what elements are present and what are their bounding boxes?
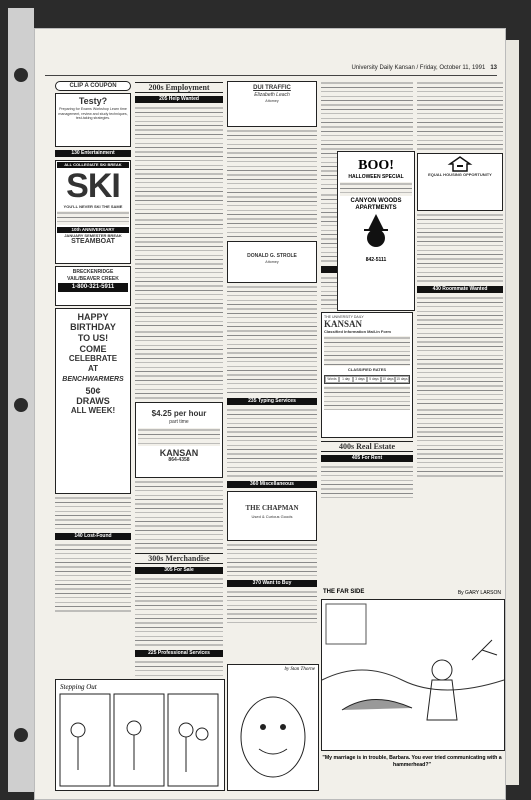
merchandise-header: 300s Merchandise [135, 553, 223, 564]
newspaper-page [34, 28, 506, 800]
binder-hole [14, 728, 28, 742]
dui-sub: Attorney [265, 99, 279, 103]
form-text [324, 386, 410, 410]
classified-text [55, 496, 131, 530]
boo-title: BOO! [358, 158, 394, 173]
bday-line: CELEBRATE [68, 354, 118, 364]
classified-text [321, 465, 413, 499]
classified-text [417, 408, 503, 478]
page-number: 13 [490, 65, 497, 71]
lost-found-header: 140 Lost-Found [55, 533, 131, 540]
header-text: University Daily Kansan / Friday, October 11, 1991 [351, 65, 486, 71]
ski-ad [55, 160, 131, 264]
witch-icon [356, 212, 396, 252]
dui-title: DUI TRAFFIC [253, 85, 291, 91]
classified-text [417, 81, 503, 151]
rates-header-cell: 3 days [353, 376, 367, 383]
classified-text [227, 408, 317, 478]
comic-title: Stepping Out [60, 683, 97, 691]
classified-text [417, 213, 503, 283]
binder-strip [8, 8, 34, 792]
opportunity-ad [135, 402, 223, 478]
bday-line: TO US! [77, 333, 109, 344]
bday-line: DRAWS [76, 396, 110, 407]
housing-ad [417, 153, 503, 211]
strole-ad [227, 241, 317, 283]
steamboat: STEAMBOAT [71, 238, 115, 246]
ski-text [57, 211, 129, 225]
dui-lawyer: Elizabeth Leach [254, 92, 290, 98]
ski-body: YOU'LL NEVER SKI THE SAME [63, 204, 123, 210]
opp-sub: part time [169, 419, 189, 425]
bday-line: COME [79, 344, 107, 355]
housing-title: EQUAL HOUSING OPPORTUNITY [428, 172, 492, 178]
classified-text [227, 543, 317, 577]
kansan-name: KANSAN [159, 448, 199, 458]
classified-text [135, 218, 223, 328]
classified-text [227, 285, 317, 395]
clip-coupon-box: CLIP A COUPON [55, 81, 131, 91]
classified-text [227, 590, 317, 624]
testy-title: Testy? [78, 96, 108, 107]
want-to-buy-header: 370 Want to Buy [227, 580, 317, 587]
page-header [45, 65, 497, 76]
far-side-comic [321, 589, 503, 789]
help-wanted-header: 205 Help Wanted [135, 96, 223, 103]
entertainment-header: 130 Entertainment [55, 150, 131, 157]
opp-price: $4.25 per hour [151, 409, 207, 418]
opp-text [138, 428, 220, 446]
kansan-univ: THE UNIVERSITY DAILY [324, 315, 364, 319]
form-text [324, 336, 410, 366]
classified-text [417, 296, 503, 406]
column-3 [227, 79, 317, 639]
misc-header: 360 Miscellaneous [227, 481, 317, 488]
binder-hole [14, 398, 28, 412]
stepping-out-comic [55, 679, 225, 791]
chapman-name: THE CHAPMAN [245, 504, 299, 512]
rates-header-cell: 1 day [339, 376, 353, 383]
ski-phone: 1-800-321-5911 [58, 283, 128, 292]
resort-ad [55, 266, 131, 306]
anniversary: 10th ANNIVERSARY [57, 227, 129, 233]
thorne-comic [227, 664, 319, 791]
typing-header: 235 Typing Services [227, 398, 317, 405]
mail-in-form [321, 312, 413, 438]
rates-header-cell: 10 days [382, 376, 394, 381]
bday-line: 50¢ [85, 386, 101, 397]
bday-line: HAPPY [77, 312, 109, 323]
chapman-sub: Used & Curious Goods [251, 514, 293, 519]
far-side-caption: "My marriage is in trouble, Barbara. You ever tried communicating with a hammerhead?" [322, 755, 502, 768]
donald-sub: Attorney [265, 260, 279, 264]
rates-header-cell: 5 days [367, 376, 381, 383]
dui-ad [227, 81, 317, 127]
for-sale-header: 305 For Sale [135, 567, 223, 574]
real-estate-header: 400s Real Estate [321, 441, 413, 452]
canyon-phone: 842-5111 [365, 257, 387, 263]
testy-body: Preparing for Exams Workshop Learn time management, review and study techniques, test-taking strategies. [58, 107, 128, 121]
far-side-drawing [321, 599, 505, 751]
comic-byline: by Stan Thorne [284, 667, 315, 672]
rates-title: CLASSIFIED RATES [347, 367, 387, 373]
kansan-phone: 864-4358 [168, 457, 190, 463]
canyon-text [340, 182, 412, 196]
classified-text [135, 106, 223, 216]
employment-header: 200s Employment [135, 82, 223, 93]
classified-text [135, 480, 223, 550]
canyon-woods-ad [337, 151, 415, 311]
classified-text [55, 543, 131, 613]
column-5 [417, 79, 503, 639]
benchwarmers-ad [55, 308, 131, 494]
classified-text [135, 330, 223, 400]
halloween-special: HALLOWEEN SPECIAL [348, 174, 404, 180]
rates-header-cell: Words [325, 376, 339, 383]
breckenridge: BRECKENRIDGE [72, 269, 114, 276]
house-icon [449, 156, 471, 172]
roommate-header: 430 Roommate Wanted [417, 286, 503, 293]
far-side-author: By GARY LARSON [457, 590, 501, 596]
comic-drawing [56, 690, 222, 790]
for-rent-header: 405 For Rent [321, 455, 413, 462]
prof-services-header: 225 Professional Services [135, 650, 223, 657]
rates-table [324, 375, 410, 384]
kansan-title: KANSAN [324, 319, 363, 330]
bday-line: AT [87, 364, 99, 374]
rates-header-cell: 15 days [396, 376, 408, 381]
form-title: Classified Information Mail-in Form [324, 329, 391, 335]
ski-top: ALL COLLEGIATE SKI BREAK [57, 162, 129, 168]
january-break: JANUARY SEMESTER BREAK [64, 233, 122, 239]
binder-hole [14, 68, 28, 82]
column-2 [135, 79, 223, 656]
testy-ad [55, 93, 131, 147]
ski-word: SKI [66, 167, 120, 206]
classified-text [135, 577, 223, 647]
thorne-drawing [229, 677, 317, 787]
bday-line: ALL WEEK! [70, 406, 116, 416]
classified-text [227, 129, 317, 239]
far-side-title: THE FAR SIDE [323, 589, 365, 595]
vail: VAIL/BEAVER CREEK [67, 276, 119, 283]
donald-strole: DONALD G. STROLE [247, 253, 297, 259]
bday-line: BENCHWARMERS [62, 376, 124, 384]
bday-line: BIRTHDAY [70, 322, 116, 333]
chapman-ad [227, 491, 317, 541]
canyon-name: CANYON WOODS APARTMENTS [350, 198, 402, 211]
